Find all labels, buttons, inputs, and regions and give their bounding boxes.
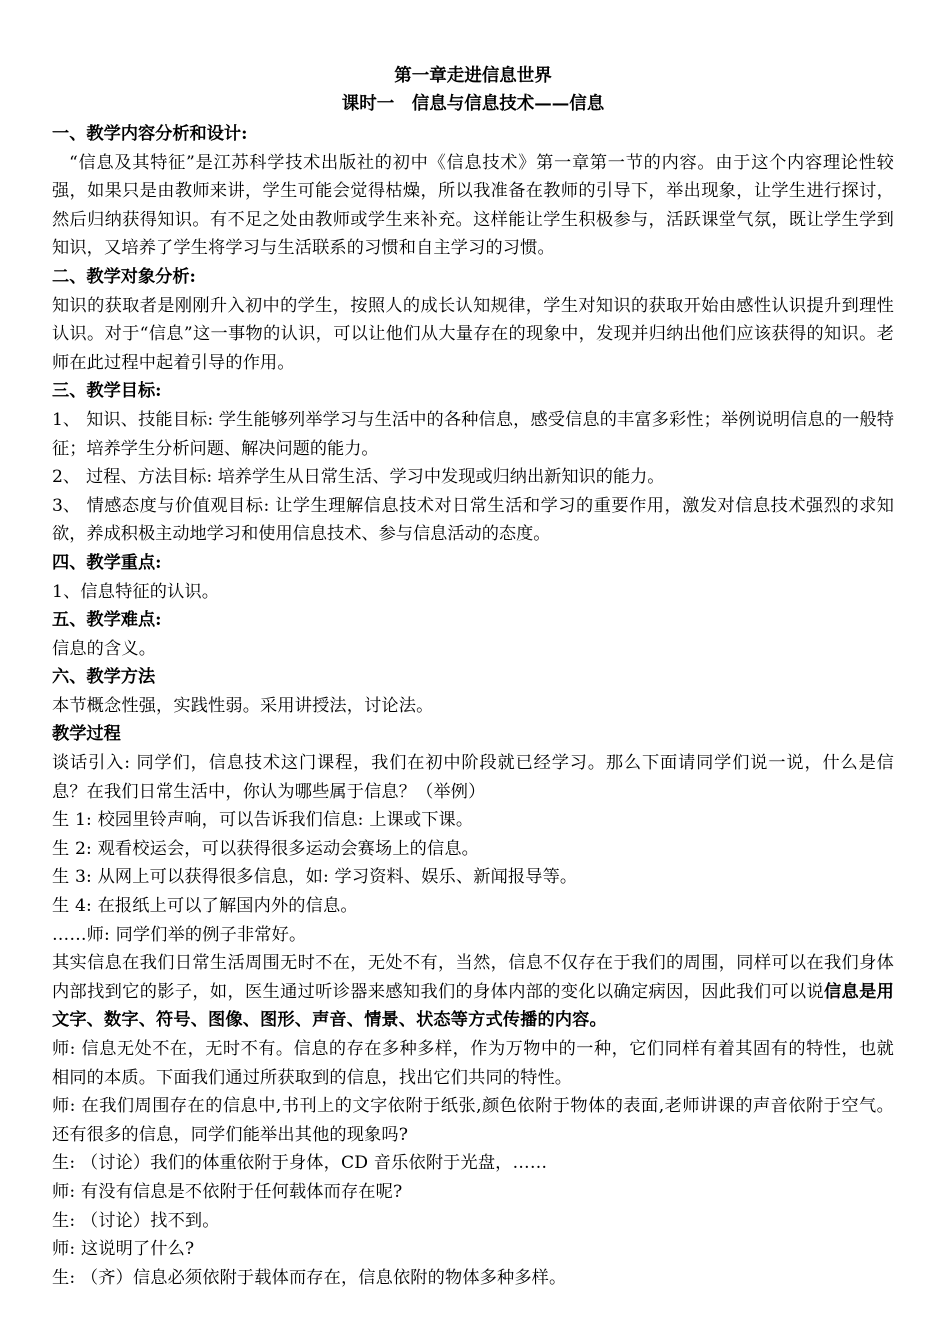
information-definition: 信息是用文字、数字、符号、图像、图形、声音、情景、状态等方式传播的内容。 (52, 981, 894, 1031)
process-paragraph: 生: （讨论）找不到。 (52, 1210, 220, 1231)
objective-number: 1、 (52, 409, 81, 430)
objective-item (52, 406, 894, 463)
process-paragraph: 生 2: 观看校运会，可以获得很多运动会赛场上的信息。 (52, 838, 480, 859)
objective-item (52, 463, 894, 492)
section-heading-process: 教学过程 (52, 724, 121, 745)
section-text-methods: 本节概念性强，实践性弱。采用讲授法，讨论法。 (52, 695, 434, 716)
objective-number: 2、 (52, 467, 81, 488)
section-heading-difficulties: 五、教学难点: (52, 610, 162, 631)
process-paragraph: 生 1: 校园里铃声响，可以告诉我们信息: 上课或下课。 (52, 810, 474, 831)
process-paragraph: ……师: 同学们举的例子非常好。 (52, 924, 307, 945)
process-paragraph: 师: 在我们周围存在的信息中,书刊上的文字依附于纸张,颜色依附于物体的表面,老师讲课的声音依附于空气。还有很多的信息，同学们能举出其他的现象吗? (52, 1096, 894, 1145)
process-paragraph: 师: 这说明了什么? (52, 1239, 195, 1260)
objective-item (52, 492, 894, 549)
process-paragraph (52, 949, 894, 1035)
process-paragraph: 谈话引入: 同学们，信息技术这门课程，我们在初中阶段就已经学习。那么下面请同学们说一说，什么是信息？在我们日常生活中，你认为哪些属于信息？（举例） (52, 753, 894, 802)
process-paragraph: 师: 信息无处不在，无时不有。信息的存在多种多样，作为万物中的一种，它们同样有着其固有的特性，也就相同的本质。下面我们通过所获取到的信息，找出它们共同的特性。 (52, 1039, 894, 1088)
section-text-difficulties: 信息的含义。 (52, 638, 157, 659)
objective-text: 过程、方法目标: 培养学生从日常生活、学习中发现或归纳出新知识的能力。 (86, 467, 665, 488)
process-paragraph: 生: （齐）信息必须依附于载体而存在，信息依附的物体多种多样。 (52, 1267, 567, 1288)
section-text-key-points: 1、信息特征的认识。 (52, 581, 220, 602)
section-heading-objectives: 三、教学目标: (52, 381, 162, 402)
section-text-content-analysis: “信息及其特征”是江苏科学技术出版社的初中《信息技术》第一章第一节的内容。由于这个内容理论性较强，如果只是由教师来讲，学生可能会觉得枯燥，所以我准备在教师的引导下，举出现象，让学生进行探讨，然后归纳获得知识。有不足之处由教师或学生来补充。这样能让学生积极参与，活跃课堂气氛，既让学生学到知识，又培养了学生将学习与生活联系的习惯和自主学习的习惯。 (52, 152, 894, 259)
section-heading-content-analysis: 一、教学内容分析和设计: (52, 124, 248, 144)
process-paragraph: 生 4: 在报纸上可以了解国内外的信息。 (52, 896, 358, 917)
section-text-audience-analysis: 知识的获取者是刚刚升入初中的学生，按照人的成长认知规律，学生对知识的获取开始由感性认识提升到理性认识。对于“信息”这一事物的认识，可以让他们从大量存在的现象中，发现并归纳出他们应该获得的知识。老师在此过程中起着引导的作用。 (52, 295, 894, 373)
objective-text: 情感态度与价值观目标: 让学生理解信息技术对日常生活和学习的重要作用，激发对信息技术强烈的求知欲，养成积极主动地学习和使用信息技术、参与信息活动的态度。 (52, 495, 894, 545)
section-heading-audience-analysis: 二、教学对象分析: (52, 266, 196, 287)
process-paragraph: 师: 有没有信息是不依附于任何载体而存在呢? (52, 1181, 403, 1202)
process-text: 其实信息在我们日常生活周围无时不在，无处不有，当然，信息不仅存在于我们的周围，同样可以在我们身体内部找到它的影子，如，医生通过听诊器来感知我们的身体内部的变化以确定病因，因此我们可以说 (52, 953, 894, 1002)
section-heading-methods: 六、教学方法 (52, 667, 156, 688)
section-heading-key-points: 四、教学重点: (52, 552, 162, 573)
process-paragraph: 生 3: 从网上可以获得很多信息，如: 学习资料、娱乐、新闻报导等。 (52, 867, 578, 888)
page-subtitle: 课时一 信息与信息技术——信息 (341, 94, 605, 114)
page-title: 第一章走进信息世界 (394, 66, 552, 86)
process-paragraph: 生: （讨论）我们的体重依附于身体，CD 音乐依附于光盘，…… (52, 1153, 548, 1174)
document-page (52, 62, 894, 1292)
objective-number: 3、 (52, 495, 81, 516)
objective-text: 知识、技能目标: 学生能够列举学习与生活中的各种信息，感受信息的丰富多彩性；举例说明信息的一般特征；培养学生分析问题、解决问题的能力。 (52, 409, 894, 459)
